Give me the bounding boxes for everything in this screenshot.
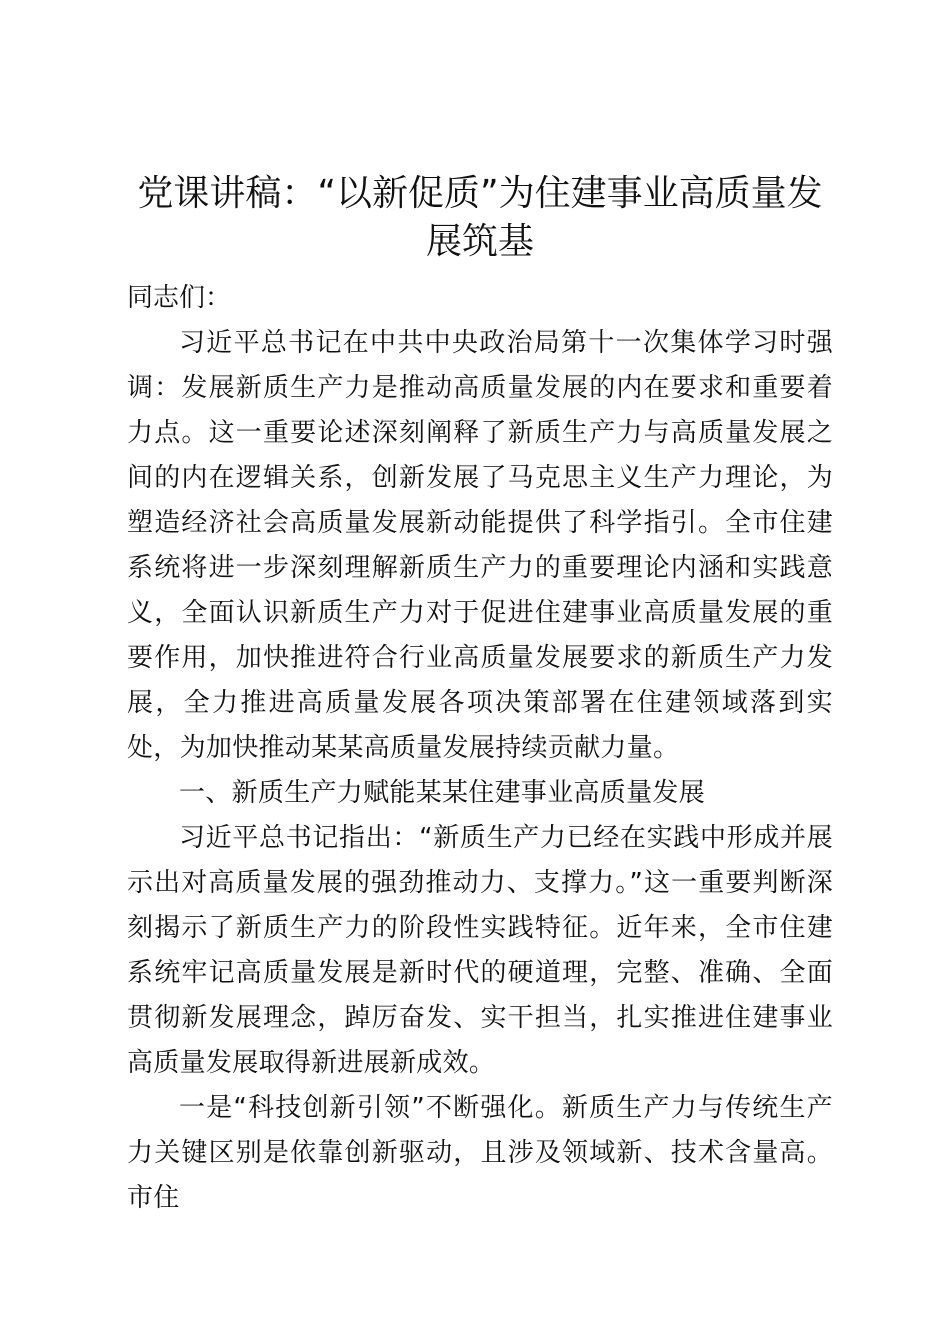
intro-paragraph: 习近平总书记在中共中央政治局第十一次集体学习时强调：发展新质生产力是推动高质量发展的内在要求和重要着力点。这一重要论述深刻阐释了新质生产力与高质量发展之间的内在逻辑关系，创新发展了马克思主义生产力理论，为塑造经济社会高质量发展新动能提供了科学指引。全市住建系统将进一步深刻理解新质生产力的重要理论内涵和实践意义，全面认识新质生产力对于促进住建事业高质量发展的重要作用，加快推进符合行业高质量发展要求的新质生产力发展，全力推进高质量发展各项决策部署在住建领域落到实处，为加快推动某某高质量发展持续贡献力量。	[127, 328, 833, 763]
document-title: 党课讲稿：“以新促质”为住建事业高质量发展筑基	[137, 173, 823, 262]
section-paragraph: 习近平总书记指出：“新质生产力已经在实践中形成并展示出对高质量发展的强劲推动力、支撑力。”这一重要判断深刻揭示了新质生产力的阶段性实践特征。近年来，全市住建系统牢记高质量发展是新时代的硬道理，完整、准确、全面贯彻新发展理念，踔厉奋发、实干担当，扎实推进住建事业高质量发展取得新进展新成效。	[127, 823, 833, 1078]
document-body	[127, 170, 833, 1221]
section-heading: 一、新质生产力赋能某某住建事业高质量发展	[179, 778, 706, 808]
section-paragraph: 一是“科技创新引领”不断强化。新质生产力与传统生产力关键区别是依靠创新驱动，且涉及领域新、技术含量高。市住	[127, 1093, 833, 1213]
salutation: 同志们：	[127, 283, 232, 313]
